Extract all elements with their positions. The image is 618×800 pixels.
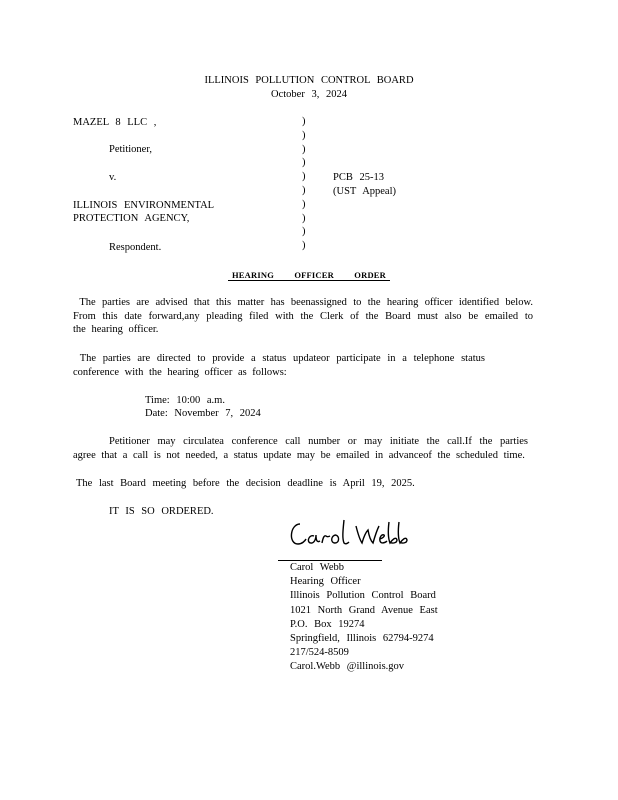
respondent-name-line2: PROTECTION AGENCY, bbox=[73, 213, 190, 224]
order-heading: HEARING OFFICER ORDER bbox=[231, 270, 386, 280]
paren: ) bbox=[302, 240, 306, 252]
conference-time: Time: 10:00 a.m. bbox=[145, 395, 225, 406]
paren: ) bbox=[302, 198, 306, 210]
conference-date: Date: November 7, 2024 bbox=[145, 408, 261, 419]
order-date: October 3, 2024 bbox=[271, 89, 347, 100]
po-box: P.O. Box 19274 bbox=[290, 618, 365, 630]
petitioner-role: Petitioner, bbox=[109, 144, 153, 155]
officer-name: Carol Webb bbox=[290, 562, 344, 573]
officer-org: Illinois Pollution Control Board bbox=[290, 590, 436, 602]
petitioner-name: MAZEL 8 LLC , bbox=[73, 117, 157, 128]
paren: ) bbox=[302, 184, 306, 196]
paren: ) bbox=[302, 171, 306, 183]
paragraph-status bbox=[73, 352, 485, 379]
paragraph-assignment-text: The parties are advised that this matter has beenassigned to the hearing officer identified below. From this date forward,any pleading filed with the Clerk of the Board must also be emailed to the hearing officer. bbox=[73, 297, 534, 335]
email-address: Carol.Webb @illinois.gov bbox=[290, 661, 405, 673]
paren: ) bbox=[302, 129, 306, 141]
officer-title: Hearing Officer bbox=[290, 576, 361, 588]
paragraph-status-text: The parties are directed to provide a status updateor participate in a telephone status conference with the hearing officer as follows: bbox=[73, 353, 485, 378]
handwritten-signature bbox=[286, 516, 416, 552]
paragraph-call bbox=[73, 435, 528, 462]
respondent-name-line1: ILLINOIS ENVIRONMENTAL bbox=[73, 200, 215, 211]
phone-number: 217/524-8509 bbox=[290, 647, 349, 659]
paragraph-deadline: The last Board meeting before the decision deadline is April 19, 2025. bbox=[76, 478, 415, 489]
city-state-zip: Springfield, Illinois 62794-9274 bbox=[290, 633, 434, 645]
heading-underline bbox=[228, 280, 390, 281]
case-type: (UST Appeal) bbox=[333, 186, 397, 197]
so-ordered: IT IS SO ORDERED. bbox=[109, 506, 214, 517]
board-title: ILLINOIS POLLUTION CONTROL BOARD bbox=[204, 75, 414, 86]
paren: ) bbox=[302, 116, 306, 127]
respondent-role: Respondent. bbox=[109, 242, 162, 253]
paren: ) bbox=[302, 212, 306, 224]
signature-block bbox=[290, 561, 438, 675]
paragraph-call-text: Petitioner may circulatea conference call number or may initiate the call.If the parties agree that a call is not needed, a status update may be emailed in advanceof the scheduled time. bbox=[73, 436, 528, 461]
street-address: 1021 North Grand Avenue East bbox=[290, 604, 438, 616]
versus-label: v. bbox=[109, 172, 117, 183]
paren: ) bbox=[302, 226, 306, 238]
caption-parens bbox=[302, 115, 306, 253]
paren: ) bbox=[302, 157, 306, 169]
paren: ) bbox=[302, 143, 306, 155]
paragraph-assignment bbox=[73, 296, 533, 337]
case-number: PCB 25-13 bbox=[333, 172, 384, 183]
